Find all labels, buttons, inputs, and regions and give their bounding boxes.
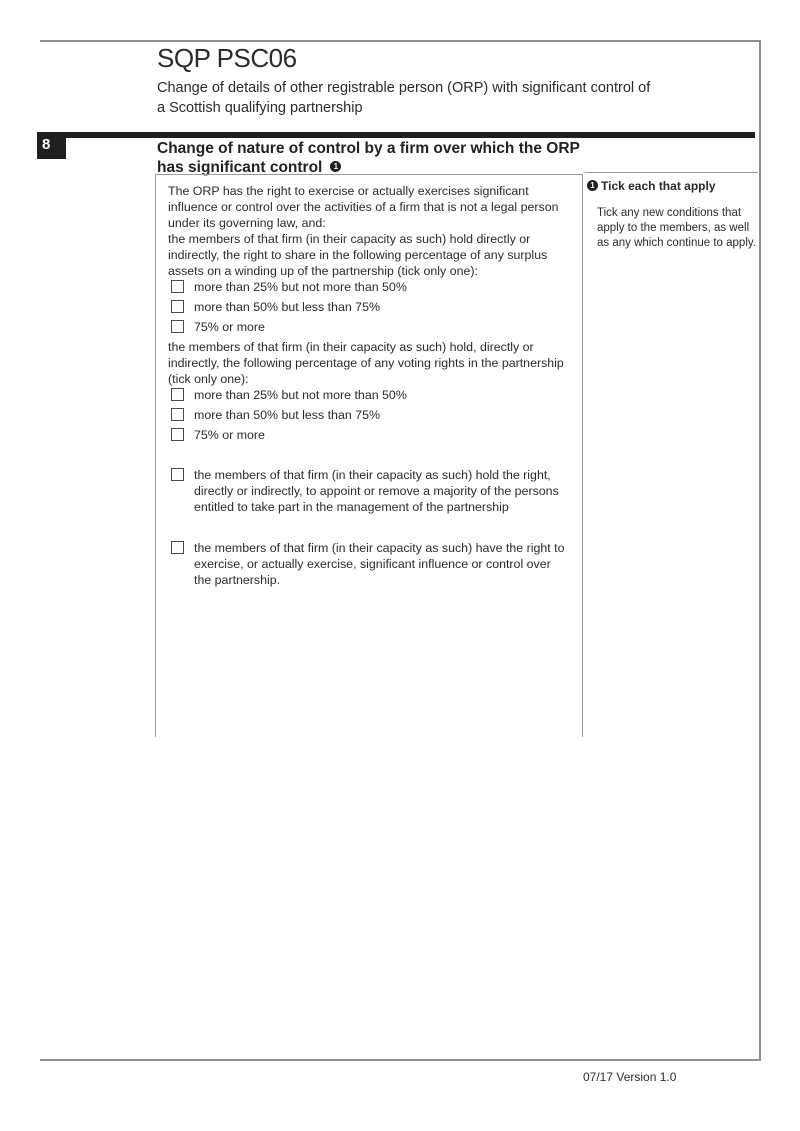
significant-influence-checkbox[interactable] bbox=[171, 541, 184, 554]
voting-option-row bbox=[171, 407, 570, 424]
surplus-option-row bbox=[171, 279, 570, 296]
voting-50-75-label: more than 50% but less than 75% bbox=[194, 408, 380, 422]
appoint-remove-checkbox[interactable] bbox=[171, 468, 184, 481]
form-subtitle-line1: Change of details of other registrable person (ORP) with significant control of bbox=[157, 80, 651, 96]
version-footer: 07/17 Version 1.0 bbox=[583, 1070, 677, 1084]
surplus-assets-prompt: the members of that firm (in their capacity as such) hold directly or indirectly, the right to share in the following percentage of any surplus assets on a winding up of the partnership (tick only one): bbox=[168, 232, 548, 278]
voting-25-50-checkbox[interactable] bbox=[171, 388, 184, 401]
surplus-75-more-checkbox[interactable] bbox=[171, 320, 184, 333]
voting-75-more-label: 75% or more bbox=[194, 428, 265, 442]
panel-intro-text: The ORP has the right to exercise or actually exercises significant influence or control over the activities of a firm that is not a legal person under its governing law, and: bbox=[168, 184, 559, 230]
form-subtitle-line2: a Scottish qualifying partnership bbox=[157, 100, 363, 116]
section-heading-line2: has significant control bbox=[157, 159, 323, 176]
guidance-sidebar bbox=[585, 172, 758, 251]
voting-75-more-checkbox[interactable] bbox=[171, 428, 184, 441]
section-number-badge: 8 bbox=[37, 132, 66, 159]
significant-influence-option-row bbox=[171, 540, 570, 588]
sidebar-title bbox=[587, 179, 756, 193]
surplus-50-75-label: more than 50% but less than 75% bbox=[194, 300, 380, 314]
surplus-75-more-label: 75% or more bbox=[194, 320, 265, 334]
surplus-option-row bbox=[171, 319, 570, 336]
voting-50-75-checkbox[interactable] bbox=[171, 408, 184, 421]
voting-rights-prompt: the members of that firm (in their capacity as such) hold, directly or indirectly, the following percentage of any voting rights in the partnership (tick only one): bbox=[168, 340, 564, 386]
section-heading-line1: Change of nature of control by a firm over which the ORP bbox=[157, 140, 580, 157]
form-code-title: SQP PSC06 bbox=[157, 43, 297, 73]
appoint-remove-option-row bbox=[171, 467, 570, 515]
significant-influence-label: the members of that firm (in their capacity as such) have the right to exercise, or actually exercise, significant influence or control over the partnership. bbox=[194, 541, 565, 587]
surplus-25-50-label: more than 25% but not more than 50% bbox=[194, 280, 407, 294]
nature-of-control-panel bbox=[155, 174, 583, 737]
footnote-1-icon: 1 bbox=[330, 161, 341, 172]
form-subtitle bbox=[157, 78, 650, 118]
surplus-option-row bbox=[171, 299, 570, 316]
surplus-25-50-checkbox[interactable] bbox=[171, 280, 184, 293]
section-heading bbox=[157, 139, 607, 177]
voting-option-row bbox=[171, 427, 570, 444]
footnote-1-icon: 1 bbox=[587, 180, 598, 191]
appoint-remove-label: the members of that firm (in their capacity as such) hold the right, directly or indirectly, to appoint or remove a majority of the persons entitled to take part in the management of the partnership bbox=[194, 468, 559, 514]
surplus-50-75-checkbox[interactable] bbox=[171, 300, 184, 313]
voting-25-50-label: more than 25% but not more than 50% bbox=[194, 388, 407, 402]
sidebar-title-text: Tick each that apply bbox=[601, 179, 716, 193]
section-divider-bar bbox=[37, 132, 755, 138]
voting-option-row bbox=[171, 387, 570, 404]
sidebar-note-text: Tick any new conditions that apply to the members, as well as any which continue to apply. bbox=[597, 207, 756, 249]
